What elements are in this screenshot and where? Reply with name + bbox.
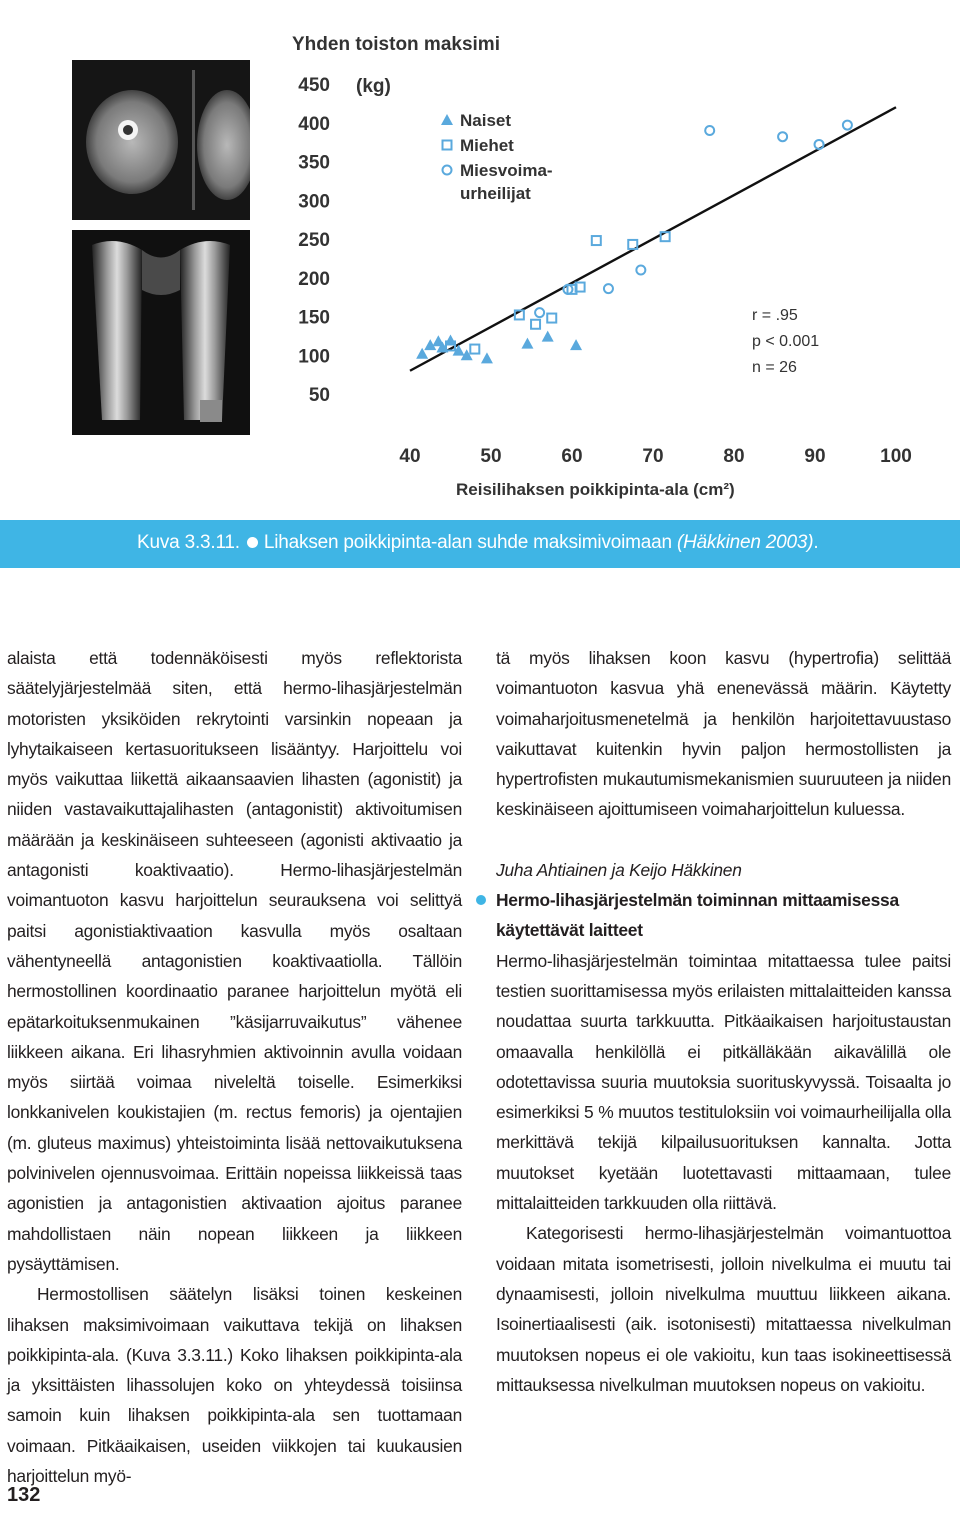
stats-annotation: r = .95 <box>752 307 798 324</box>
data-point <box>521 338 533 349</box>
data-point <box>542 331 554 342</box>
x-tick-label: 70 <box>642 446 664 467</box>
caption-label: Kuva 3.3.11. <box>137 532 240 553</box>
y-tick-label: 350 <box>298 152 330 174</box>
paragraph: Hermo-lihasjärjestelmän toimintaa mitattaessa tulee paitsi testien suorittamisessa myös erilaisten mittalaitteiden kanssa noudattaa suurta tarkkuutta. Pitkäaikaisen harjoitustaustan omaavalla henkilöllä ei pitkälläkään aikavälillä ole odotettavissa suuria muutoksia suorituskyvyssä. Toisaalta jo esimerkiksi 5 % muutos testituloksiin voi voimaurheilijalla olla merkittävä tekijä kilpailusuorituksen kannalta. Jotta muutokset kyetään luotettavasti mittaamaan, tulee mittalaitteiden tarkkuuden olla riittävä. <box>496 950 951 1214</box>
x-tick-label: 40 <box>399 446 421 467</box>
legend-marker <box>441 114 453 125</box>
y-tick-label: 300 <box>298 191 330 213</box>
data-point <box>481 352 493 363</box>
data-point <box>636 266 645 275</box>
data-point <box>547 314 556 323</box>
section-heading <box>496 885 951 946</box>
stats-annotation: p < 0.001 <box>752 333 820 350</box>
y-tick-label: 400 <box>298 113 330 135</box>
stats-annotation: n = 26 <box>752 359 797 376</box>
data-point <box>843 121 852 130</box>
data-point <box>531 320 540 329</box>
y-tick-label: 50 <box>308 385 330 406</box>
legend-label: Naiset <box>460 111 512 130</box>
figure-caption <box>0 520 960 568</box>
caption-text <box>137 532 818 554</box>
legend-label: Miehet <box>460 136 514 155</box>
x-tick-label: 50 <box>480 446 502 467</box>
y-tick-label: 450 <box>298 75 330 96</box>
legend-label: Miesvoima- <box>460 161 553 180</box>
bullet-icon <box>247 537 258 548</box>
paragraph: Kategorisesti hermo-lihasjärjestelmän voimantuottoa voidaan mitata isometrisesti, jolloin nivelkulma ei muutu tai dynaamisesti, jolloin nivelkulma muuttuu liikkeen aikana. Isoinertiaalisesti (aik. isotonisesti) mitattaessa nivelkulman muutoksen nopeus ei ole vakioitu, kun taas isokineettisessä mittauksessa nivelkulman muutoksen nopeus on vakioitu. <box>496 1223 951 1395</box>
figure <box>0 0 960 515</box>
x-axis-label: Reisilihaksen poikkipinta-ala (cm²) <box>456 480 735 499</box>
paragraph: Hermostollisen säätelyn lisäksi toinen keskeinen lihaksen maksimivoimaan vaikuttava tekijä on lihaksen poikkipinta-ala. (Kuva 3.3.11.) Koko lihaksen poikkipinta-ala ja yksittäisten lihassolujen koko on yhteydessä toisiinsa samoin kuin lihaksen poikkipinta-ala sen tuottamaan voimaan. Pitkäaikaisen, useiden viikkojen tai kuukausien harjoittelun myö- <box>7 1284 462 1487</box>
y-tick-label: 150 <box>298 307 330 329</box>
caption-source: (Häkkinen 2003) <box>676 532 814 553</box>
y-tick-label: 100 <box>298 346 330 368</box>
chart-title: Yhden toiston maksimi <box>292 34 500 55</box>
y-tick-label: 200 <box>298 268 330 290</box>
data-point <box>815 140 824 149</box>
data-point <box>604 284 613 293</box>
section-heading-text: Hermo-lihasjärjestelmän toiminnan mittaamisessa käytettävät laitteet <box>496 890 899 941</box>
legend-marker <box>443 166 452 175</box>
data-point <box>592 236 601 245</box>
data-point <box>535 308 544 317</box>
caption-end: . <box>813 532 819 553</box>
y-axis-label: (kg) <box>356 76 391 97</box>
x-tick-label: 100 <box>880 446 912 467</box>
paragraph: tä myös lihaksen koon kasvu (hypertrofia) selittää voimantuoton kasvua yhä enenevässä määrin. Käytetty voimaharjoitusmenetelmä ja henkilön harjoitettavuustaso vaikuttavat kuitenkin hyvin paljon hermostollisten ja hypertrofisten mukautumismekanismien suuruuteen ja niiden keskinäiseen ajoittumiseen voimaharjoittelun kuluessa. <box>496 648 951 820</box>
x-tick-label: 60 <box>561 446 583 467</box>
page-number: 132 <box>7 1484 41 1506</box>
right-column <box>496 643 951 1400</box>
y-tick-label: 250 <box>298 230 330 251</box>
scatter-chart <box>0 0 960 515</box>
left-column <box>7 643 462 1491</box>
paragraph: alaista että todennäköisesti myös reflektorista säätelyjärjestelmää siten, että hermo-lihasjärjestelmän motoristen yksiköiden rekrytointi varsinkin nopeaan ja lyhytaikaiseen kertasuoritukseen lisääntyy. Harjoittelu voi myös vaikuttaa liikettä aikaansaavien lihasten (agonistit) ja niiden vastavaikuttajalihasten (antagonistit) aktivoitumisen määrään ja keskinäiseen suhteeseen (agonisti aktivaatio ja antagonisti koaktivaatio). Hermo-lihasjärjestelmän voimantuoton kasvu harjoittelun seurauksena voi selittyä paitsi agonistiaktivaation kasvulla myös osaltaan vähentyneellä antagonistien koaktivaatiolla. Tällöin hermostollinen koordinaatio paranee harjoittelun myötä eli epätarkoituksenmukainen ”käsijarruvaikutus” vähenee liikkeen aikana. Eri lihasryhmien aktivoinnin avulla voidaan myös siirtää voimaa niveleltä toiselle. Esimerkiksi lonkkanivelen koukistajien (m. rectus femoris) ja ojentajien (m. gluteus maximus) yhteistoiminta lisää nettovaikutuksena polvinivelen ojennusvoimaa. Erittäin nopeissa liikkeissä taas agonistien ja antagonistien aktivaation ajoitus paranee mahdollistaen näin nopean liikkeen ja liikkeen pysäyttämisen. <box>7 648 462 1274</box>
x-tick-label: 80 <box>723 446 745 467</box>
data-point <box>570 339 582 350</box>
caption-body: Lihaksen poikkipinta-alan suhde maksimivoimaan <box>263 532 672 553</box>
legend-marker <box>443 141 452 150</box>
author-line: Juha Ahtiainen ja Keijo Häkkinen <box>496 859 742 880</box>
x-tick-label: 90 <box>804 446 826 467</box>
data-point <box>470 345 479 354</box>
legend-label: urheilijat <box>460 184 531 203</box>
bullet-icon <box>476 895 486 905</box>
data-point <box>778 132 787 141</box>
data-point <box>705 126 714 135</box>
